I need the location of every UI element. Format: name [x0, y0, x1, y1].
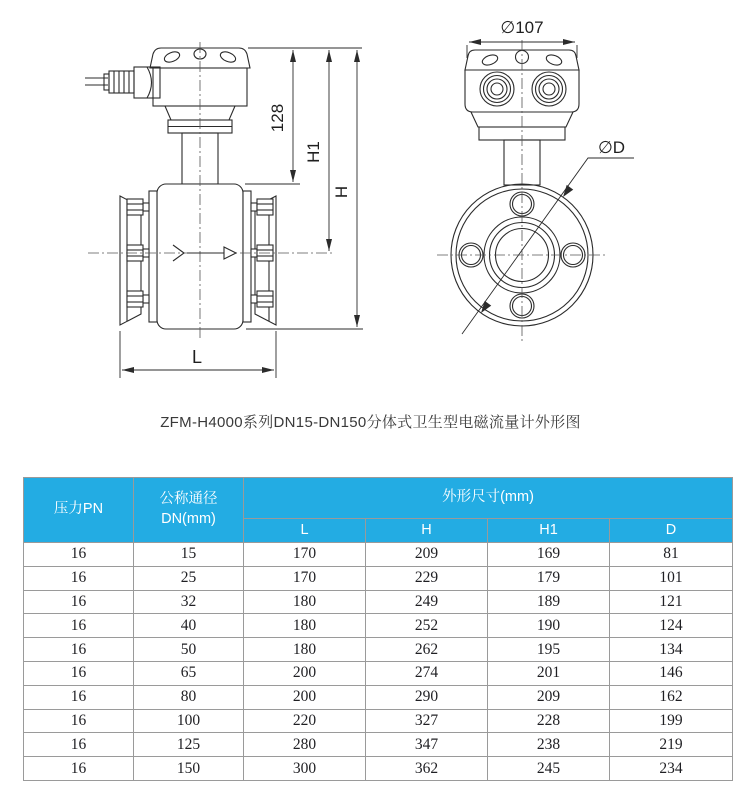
table-cell: 274 [366, 661, 488, 685]
col-header-H: H [366, 519, 488, 543]
table-cell: 150 [134, 757, 244, 781]
table-cell: 125 [134, 733, 244, 757]
table-cell: 16 [24, 757, 134, 781]
table-cell: 249 [366, 590, 488, 614]
table-cell: 190 [488, 614, 610, 638]
col-header-dn-line2: DN(mm) [161, 511, 216, 527]
table-cell: 81 [610, 543, 733, 567]
table-cell: 16 [24, 566, 134, 590]
dimensions-table [23, 477, 733, 781]
table-cell: 327 [366, 709, 488, 733]
dim-label-l: L [191, 347, 203, 367]
table-cell: 65 [134, 661, 244, 685]
col-header-L: L [244, 519, 366, 543]
table-cell: 121 [610, 590, 733, 614]
table-row [24, 661, 733, 685]
table-cell: 180 [244, 614, 366, 638]
table-row [24, 709, 733, 733]
table-cell: 229 [366, 566, 488, 590]
table-cell: 262 [366, 638, 488, 662]
table-cell: 124 [610, 614, 733, 638]
table-row [24, 543, 733, 567]
header-row-top [24, 478, 733, 519]
dim-label-128: 128 [268, 103, 287, 133]
drawing-caption: ZFM-H4000系列DN15-DN150分体式卫生型电磁流量计外形图 [160, 414, 581, 431]
table-cell: 170 [244, 566, 366, 590]
table-cell: 300 [244, 757, 366, 781]
table-cell: 219 [610, 733, 733, 757]
table-cell: 100 [134, 709, 244, 733]
table-cell: 169 [488, 543, 610, 567]
table-row [24, 685, 733, 709]
table-cell: 252 [366, 614, 488, 638]
cable [85, 78, 108, 85]
dim-label-h1: H1 [304, 141, 323, 163]
table-row [24, 590, 733, 614]
table-row [24, 614, 733, 638]
table-cell: 134 [610, 638, 733, 662]
table-cell: 32 [134, 590, 244, 614]
table-cell: 16 [24, 685, 134, 709]
table-header [24, 478, 733, 543]
table-cell: 15 [134, 543, 244, 567]
gland-ports [480, 72, 566, 106]
table-cell: 209 [366, 543, 488, 567]
table-cell: 16 [24, 709, 134, 733]
table-row [24, 733, 733, 757]
table-cell: 80 [134, 685, 244, 709]
table-cell: 16 [24, 590, 134, 614]
table-cell: 189 [488, 590, 610, 614]
table-cell: 50 [134, 638, 244, 662]
table-cell: 162 [610, 685, 733, 709]
table-cell: 170 [244, 543, 366, 567]
table-cell: 40 [134, 614, 244, 638]
table-row [24, 566, 733, 590]
table-body [24, 543, 733, 781]
table-row [24, 638, 733, 662]
table-cell: 201 [488, 661, 610, 685]
flowmeter-front-view [437, 40, 634, 342]
col-header-H1: H1 [488, 519, 610, 543]
table-cell: 101 [610, 566, 733, 590]
table-cell: 180 [244, 638, 366, 662]
table-cell: 16 [24, 638, 134, 662]
dim-label-dD: ∅D [598, 138, 626, 157]
table-cell: 16 [24, 543, 134, 567]
flowmeter-side-view [85, 42, 363, 378]
table-cell: 209 [488, 685, 610, 709]
table-cell: 16 [24, 614, 134, 638]
table-cell: 146 [610, 661, 733, 685]
table-cell: 347 [366, 733, 488, 757]
table-cell: 245 [488, 757, 610, 781]
table-cell: 25 [134, 566, 244, 590]
table-row [24, 757, 733, 781]
crosshair-centerlines [437, 40, 607, 342]
table-cell: 220 [244, 709, 366, 733]
table-cell: 200 [244, 661, 366, 685]
table-cell: 362 [366, 757, 488, 781]
table-cell: 280 [244, 733, 366, 757]
table-cell: 238 [488, 733, 610, 757]
table-cell: 228 [488, 709, 610, 733]
table-cell: 180 [244, 590, 366, 614]
cable-gland [104, 71, 134, 93]
table-cell: 16 [24, 733, 134, 757]
connector-box [134, 67, 160, 98]
table-cell: 195 [488, 638, 610, 662]
table-cell: 200 [244, 685, 366, 709]
table-cell: 234 [610, 757, 733, 781]
dim-label-d107: ∅107 [500, 18, 544, 37]
dim-label-h: H [332, 185, 351, 199]
col-header-pressure: 压力PN [24, 478, 134, 543]
table-cell: 179 [488, 566, 610, 590]
table-cell: 290 [366, 685, 488, 709]
col-header-D: D [610, 519, 733, 543]
table-cell: 16 [24, 661, 134, 685]
col-header-dn-line1: 公称通径 [159, 491, 218, 508]
flange-diameter-leader [462, 158, 634, 334]
col-header-dimensions-group: 外形尺寸(mm) [244, 478, 733, 519]
col-header-dn [134, 478, 244, 543]
table-cell: 199 [610, 709, 733, 733]
